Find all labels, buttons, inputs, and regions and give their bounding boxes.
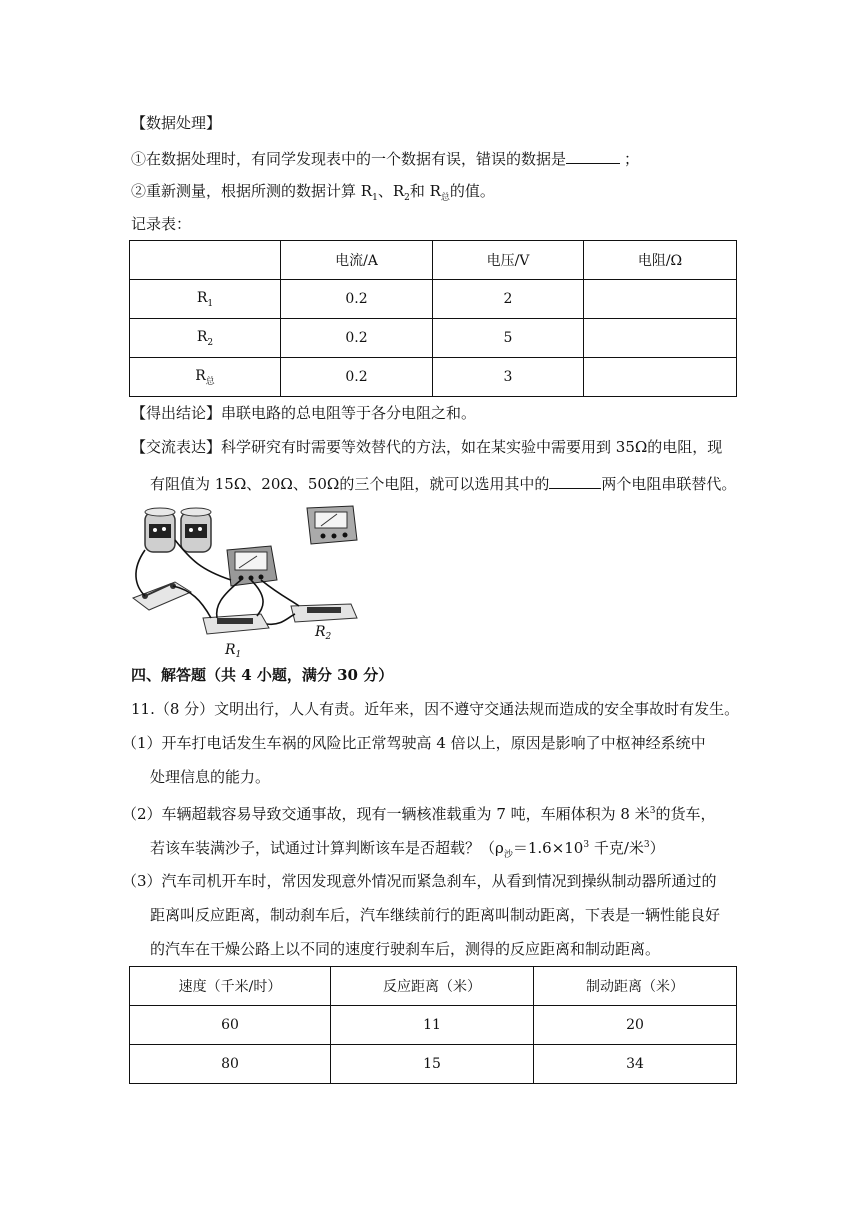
q11-p2-line1 [122,801,715,824]
q11-p2-line2-sup2: 3 [643,840,650,850]
header-reaction-distance: 反应距离（米） [331,967,534,1006]
switch-icon [133,582,191,610]
current-cell: 0.2 [281,358,433,397]
table-row [130,319,737,358]
r1-label: $R_1$ [225,642,242,658]
exchange-text-2a: 有阻值为 15Ω、20Ω、50Ω的三个电阻，就可以选用其中的 [150,475,550,493]
item2-sub2: 2 [404,193,410,203]
q11-intro: 11.（8 分）文明出行，人人有责。近年来，因不遵守交通法规而造成的安全事故时有发生。 [131,700,740,718]
resistance-cell[interactable] [584,319,737,358]
exchange-line-2 [150,472,736,494]
voltage-cell: 2 [433,280,584,319]
voltage-cell: 5 [433,319,584,358]
resistance-cell[interactable] [584,280,737,319]
table-row [130,1045,737,1084]
record-label: 记录表： [131,215,192,233]
q11-p2-line2-sub: 沙 [503,850,513,860]
circuit-apparatus-figure [131,500,361,658]
braking-cell: 34 [534,1045,737,1084]
item1-line [131,147,639,169]
row-label: $R_总$ [130,358,281,397]
q11-p1-line1: （1）开车打电话发生车祸的风险比正常驾驶高 4 倍以上，原因是影响了中枢神经系统中 [122,734,706,752]
r2-label: $R_2$ [315,624,332,642]
item1-text: ①在数据处理时，有同学发现表中的一个数据有误，错误的数据是 [131,150,567,168]
reaction-cell: 11 [331,1006,534,1045]
speed-cell: 80 [130,1045,331,1084]
current-cell: 0.2 [281,280,433,319]
item2-sep2: 和 R [409,182,441,200]
conclusion-text: 串联电路的总电阻等于各分电阻之和。 [221,404,477,422]
braking-cell: 20 [534,1006,737,1045]
ammeter-icon [307,506,357,544]
braking-table-header-row [130,967,737,1006]
q11-p2-line2-a: 若该车装满沙子，试通过计算判断该车是否超载？（ρ [150,839,504,857]
q11-p2-line2-sup1: 3 [583,840,590,850]
braking-distance-table [129,966,737,1084]
record-table-header-voltage: 电压/V [433,241,584,280]
current-cell: 0.2 [281,319,433,358]
answer-blank-2[interactable] [549,472,601,489]
header-speed: 速度（千米/时） [130,967,331,1006]
record-table-header-blank [130,241,281,280]
row-label: $R_1$ [130,280,281,319]
conclusion-heading: 【得出结论】 [131,404,222,422]
q11-p2-line2-c: 千克/米 [589,839,644,857]
battery-icon [181,508,211,552]
q11-p2-sup: 3 [649,806,656,816]
item2-sub3: 总 [440,193,450,203]
exchange-text-2b: 两个电阻串联替代。 [601,475,737,493]
resistance-cell[interactable] [584,358,737,397]
q11-p2-line2 [150,835,665,865]
q11-p2-text-a: （2）车辆超载容易导致交通事故，现有一辆核准载重为 7 吨，车厢体积为 8 米 [122,805,650,823]
resistor-r2-icon [291,604,357,622]
q11-p2-text-b: 的货车， [655,805,716,823]
exchange-line-1 [131,437,722,457]
battery-icon [145,508,175,552]
item2-sub1: 1 [372,193,378,203]
q11-p3-line3: 的汽车在干燥公路上以不同的速度行驶刹车后，测得的反应距离和制动距离。 [150,940,661,958]
item2-line [131,181,495,208]
item1-end: ； [624,150,640,168]
row-label: $R_2$ [130,319,281,358]
speed-cell: 60 [130,1006,331,1045]
exchange-text-1: 科学研究有时需要等效替代的方法，如在某实验中需要用到 35Ω的电阻，现 [221,438,723,456]
table-row [130,358,737,397]
q11-p2-line2-b: ＝1.6×10 [512,839,584,857]
item2-prefix: ②重新测量，根据所测的数据计算 R [131,182,373,200]
table-row [130,1006,737,1045]
reaction-cell: 15 [331,1045,534,1084]
header-braking-distance: 制动距离（米） [534,967,737,1006]
record-table-header-row [130,241,737,280]
item2-end: 的值。 [449,182,495,200]
record-table-header-current: 电流/A [281,241,433,280]
data-processing-heading: 【数据处理】 [131,114,222,132]
q11-p2-line2-d: ） [649,839,665,857]
conclusion-line [131,403,476,423]
resistor-r1-icon [203,614,269,634]
table-row [130,280,737,319]
item2-sep1: 、R [377,182,405,200]
voltage-cell: 3 [433,358,584,397]
q11-p3-line2: 距离叫反应距离，制动刹车后，汽车继续前行的距离叫制动距离，下表是一辆性能良好 [150,906,721,924]
q11-p1-line2: 处理信息的能力。 [150,768,271,786]
q11-p3-line1: （3）汽车司机开车时，常因发现意外情况而紧急刹车，从看到情况到操纵制动器所通过的 [122,872,717,890]
record-table [129,240,737,397]
exchange-heading: 【交流表达】 [131,438,222,456]
answer-blank-1[interactable] [566,147,620,164]
record-table-header-resistance: 电阻/Ω [584,241,737,280]
section-4-title: 四、解答题（共 4 小题，满分 30 分） [131,666,394,684]
